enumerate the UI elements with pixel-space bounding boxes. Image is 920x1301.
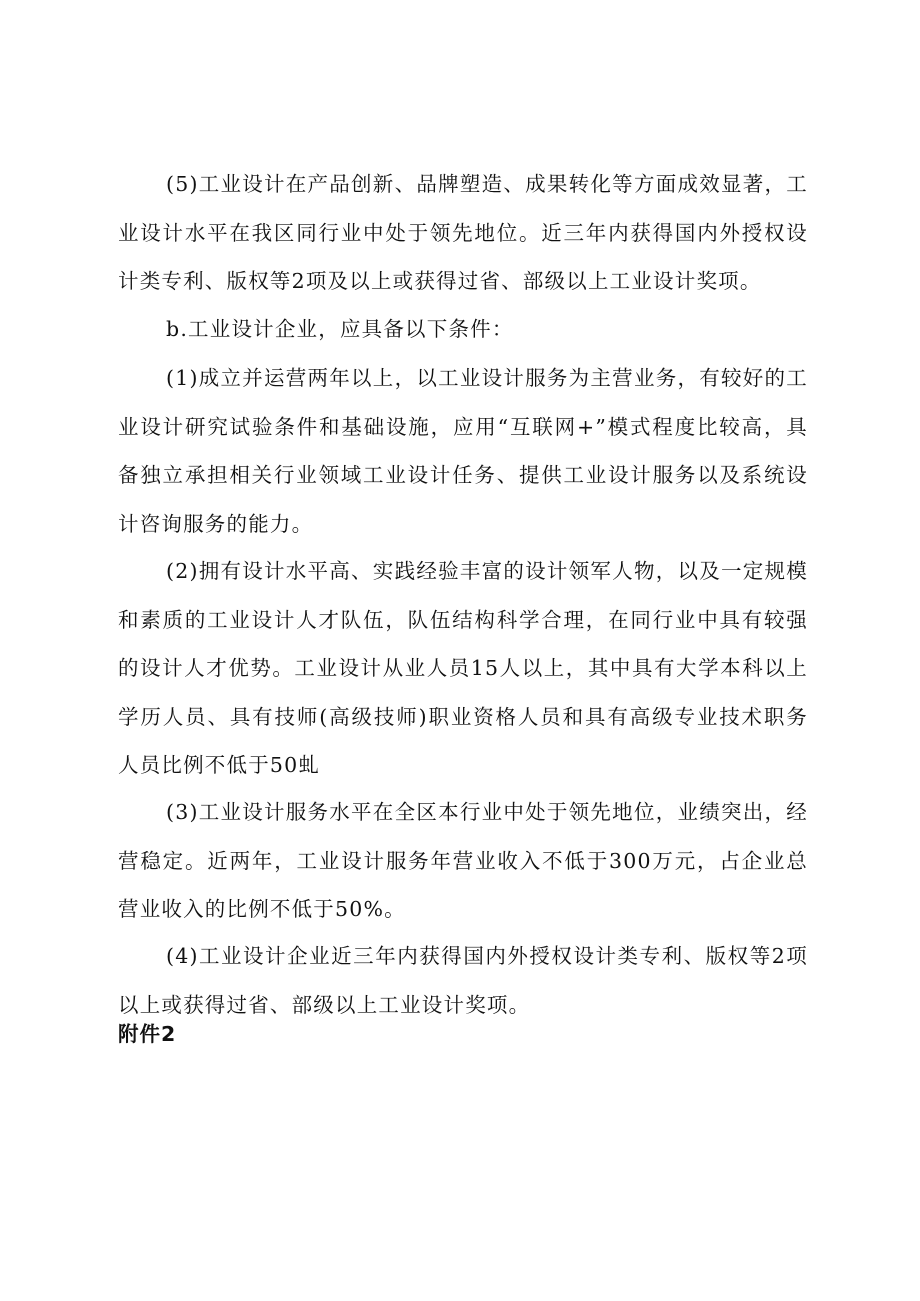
paragraph-5-design-achievements: (5)工业设计在产品创新、品牌塑造、成果转化等方面成效显著，工业设计水平在我区同行业中处于领先地位。近三年内获得国内外授权设计类专利、版权等2项及以上或获得过省、部级以上工业设计奖项。 <box>118 172 808 293</box>
annex-label: 附件2 <box>118 1022 177 1046</box>
paragraph-b-enterprise-conditions: b.工业设计企业，应具备以下条件： <box>166 317 514 341</box>
paragraph-3-service-level: (3)工业设计服务水平在全区本行业中处于领先地位，业绩突出，经营稳定。近两年，工业设计服务年营业收入不低于300万元，占企业总营业收入的比例不低于50%。 <box>118 800 808 921</box>
paragraph-4-awards: (4)工业设计企业近三年内获得国内外授权设计类专利、版权等2项以上或获得过省、部级以上工业设计奖项。 <box>118 944 808 1017</box>
paragraph-2-talent-team: (2)拥有设计水平高、实践经验丰富的设计领军人物，以及一定规模和素质的工业设计人才队伍，队伍结构科学合理，在同行业中具有较强的设计人才优势。工业设计从业人员15人以上，其中具有大学本科以上学历人员、具有技师(高级技师)职业资格人员和具有高级专业技术职务人员比例不低于50虬 <box>118 559 808 777</box>
paragraph-1-establishment: (1)成立并运营两年以上，以工业设计服务为主营业务，有较好的工业设计研究试验条件和基础设施，应用“互联网+”模式程度比较高，具备独立承担相关行业领域工业设计任务、提供工业设计服务以及系统设计咨询服务的能力。 <box>118 366 808 536</box>
